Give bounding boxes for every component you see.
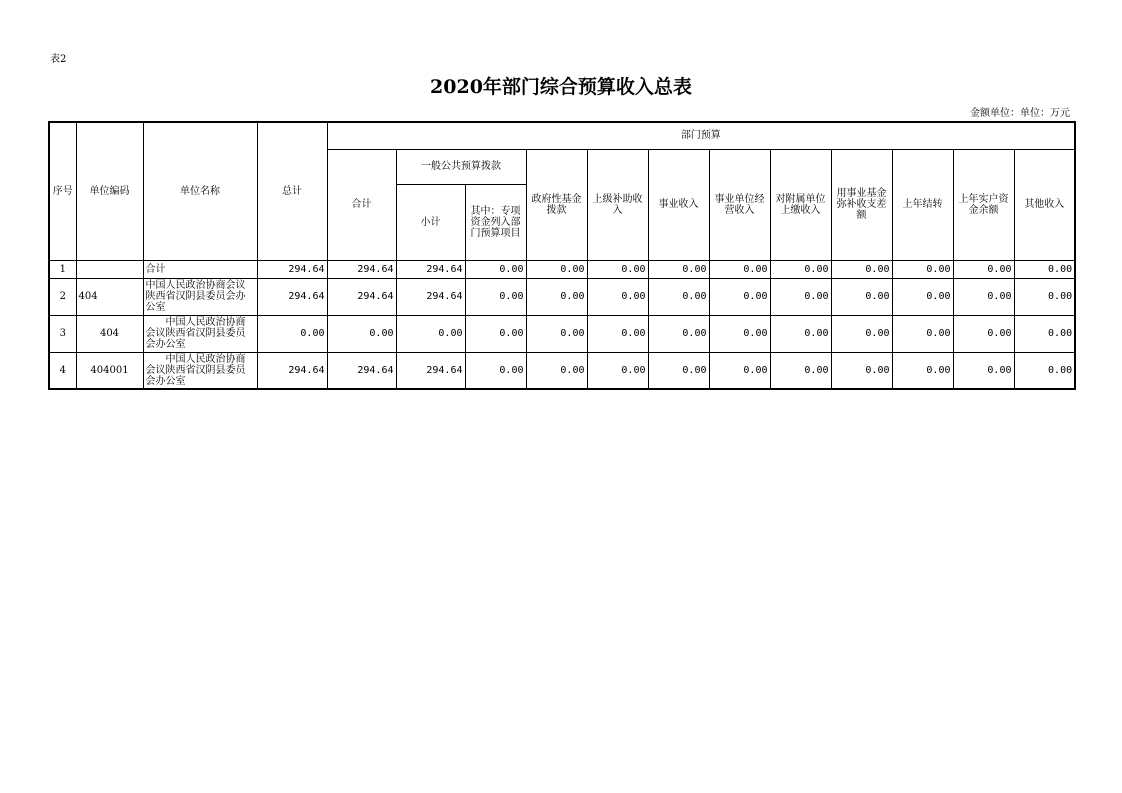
cell-affiliated: 0.00 bbox=[770, 278, 831, 315]
cell-business-operating: 0.00 bbox=[709, 260, 770, 278]
cell-gp-special: 0.00 bbox=[465, 260, 526, 278]
cell-gp-special: 0.00 bbox=[465, 352, 526, 389]
cell-subtotal-all: 294.64 bbox=[327, 278, 396, 315]
header-general-public: 一般公共预算拨款 bbox=[396, 149, 526, 184]
header-total: 总计 bbox=[257, 122, 327, 260]
cell-balance: 0.00 bbox=[953, 278, 1014, 315]
cell-total: 294.64 bbox=[257, 260, 327, 278]
cell-business-income: 0.00 bbox=[648, 278, 709, 315]
table-row bbox=[49, 260, 1075, 278]
cell-gp-subtotal: 294.64 bbox=[396, 352, 465, 389]
row-code: 404001 bbox=[76, 352, 143, 389]
cell-carryover: 0.00 bbox=[892, 315, 953, 352]
header-superior-subsidy: 上级补助收入 bbox=[587, 149, 648, 260]
cell-affiliated: 0.00 bbox=[770, 352, 831, 389]
table-row bbox=[49, 352, 1075, 389]
cell-subtotal-all: 294.64 bbox=[327, 260, 396, 278]
header-affiliated: 对附属单位上缴收入 bbox=[770, 149, 831, 260]
cell-carryover: 0.00 bbox=[892, 278, 953, 315]
cell-other: 0.00 bbox=[1014, 278, 1075, 315]
row-name: 合计 bbox=[143, 260, 257, 278]
cell-other: 0.00 bbox=[1014, 260, 1075, 278]
row-code: 404 bbox=[76, 278, 143, 315]
row-code bbox=[76, 260, 143, 278]
header-business-income: 事业收入 bbox=[648, 149, 709, 260]
cell-fund-makeup: 0.00 bbox=[831, 315, 892, 352]
row-seq: 2 bbox=[49, 278, 76, 315]
header-fund-makeup: 用事业基金弥补收支差额 bbox=[831, 149, 892, 260]
cell-fund-makeup: 0.00 bbox=[831, 352, 892, 389]
row-seq: 1 bbox=[49, 260, 76, 278]
cell-total: 0.00 bbox=[257, 315, 327, 352]
cell-balance: 0.00 bbox=[953, 260, 1014, 278]
amount-unit: 金额单位：单位：万元 bbox=[970, 108, 1070, 119]
cell-carryover: 0.00 bbox=[892, 260, 953, 278]
table-row bbox=[49, 278, 1075, 315]
header-seq: 序号 bbox=[49, 122, 76, 260]
header-gov-fund: 政府性基金拨款 bbox=[526, 149, 587, 260]
header-code: 单位编码 bbox=[76, 122, 143, 260]
cell-gp-subtotal: 294.64 bbox=[396, 278, 465, 315]
cell-gp-subtotal: 294.64 bbox=[396, 260, 465, 278]
cell-total: 294.64 bbox=[257, 278, 327, 315]
header-business-operating: 事业单位经营收入 bbox=[709, 149, 770, 260]
cell-balance: 0.00 bbox=[953, 315, 1014, 352]
header-name: 单位名称 bbox=[143, 122, 257, 260]
cell-business-income: 0.00 bbox=[648, 352, 709, 389]
cell-other: 0.00 bbox=[1014, 315, 1075, 352]
cell-carryover: 0.00 bbox=[892, 352, 953, 389]
row-seq: 3 bbox=[49, 315, 76, 352]
cell-business-income: 0.00 bbox=[648, 315, 709, 352]
cell-gov-fund: 0.00 bbox=[526, 352, 587, 389]
cell-gp-subtotal: 0.00 bbox=[396, 315, 465, 352]
cell-gov-fund: 0.00 bbox=[526, 260, 587, 278]
page-title: 2020年部门综合预算收入总表 bbox=[430, 76, 692, 98]
cell-fund-makeup: 0.00 bbox=[831, 260, 892, 278]
row-name: 中国人民政治协商会议陕西省汉阴县委员会办公室 bbox=[143, 315, 257, 352]
cell-business-operating: 0.00 bbox=[709, 315, 770, 352]
cell-business-operating: 0.00 bbox=[709, 278, 770, 315]
cell-superior-subsidy: 0.00 bbox=[587, 352, 648, 389]
cell-business-operating: 0.00 bbox=[709, 352, 770, 389]
cell-gov-fund: 0.00 bbox=[526, 278, 587, 315]
cell-affiliated: 0.00 bbox=[770, 260, 831, 278]
table-row bbox=[49, 315, 1075, 352]
cell-subtotal-all: 0.00 bbox=[327, 315, 396, 352]
header-subtotal-all: 合计 bbox=[327, 149, 396, 260]
cell-gp-special: 0.00 bbox=[465, 278, 526, 315]
cell-superior-subsidy: 0.00 bbox=[587, 260, 648, 278]
cell-superior-subsidy: 0.00 bbox=[587, 278, 648, 315]
cell-fund-makeup: 0.00 bbox=[831, 278, 892, 315]
cell-superior-subsidy: 0.00 bbox=[587, 315, 648, 352]
cell-other: 0.00 bbox=[1014, 352, 1075, 389]
table-number: 表2 bbox=[50, 54, 67, 65]
cell-total: 294.64 bbox=[257, 352, 327, 389]
row-name: 中国人民政治协商会议陕西省汉阴县委员会办公室 bbox=[143, 352, 257, 389]
row-code: 404 bbox=[76, 315, 143, 352]
cell-gov-fund: 0.00 bbox=[526, 315, 587, 352]
cell-gp-special: 0.00 bbox=[465, 315, 526, 352]
header-gp-special: 其中：专项资金列入部门预算项目 bbox=[465, 184, 526, 260]
budget-table bbox=[48, 121, 1076, 390]
header-dept-budget: 部门预算 bbox=[327, 122, 1075, 149]
header-gp-subtotal: 小计 bbox=[396, 184, 465, 260]
header-balance: 上年实户资金余额 bbox=[953, 149, 1014, 260]
header-other: 其他收入 bbox=[1014, 149, 1075, 260]
cell-balance: 0.00 bbox=[953, 352, 1014, 389]
cell-business-income: 0.00 bbox=[648, 260, 709, 278]
row-name: 中国人民政治协商会议陕西省汉阴县委员会办公室 bbox=[143, 278, 257, 315]
row-seq: 4 bbox=[49, 352, 76, 389]
cell-affiliated: 0.00 bbox=[770, 315, 831, 352]
header-carryover: 上年结转 bbox=[892, 149, 953, 260]
cell-subtotal-all: 294.64 bbox=[327, 352, 396, 389]
